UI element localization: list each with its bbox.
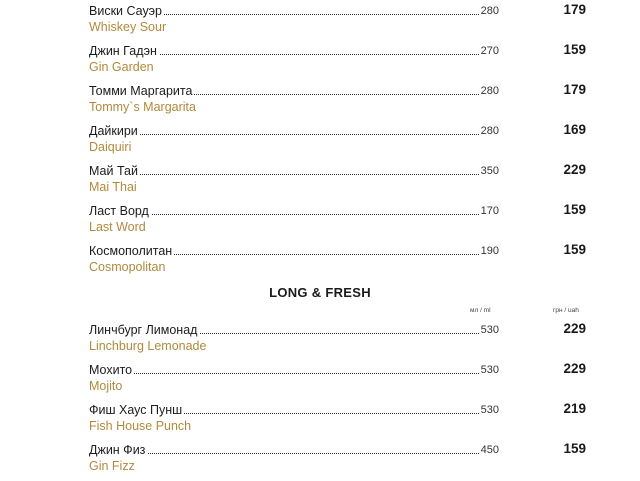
item-name-ru: Линчбург Лимонад bbox=[89, 323, 198, 337]
item-line bbox=[89, 2, 499, 18]
item-line bbox=[89, 162, 499, 178]
menu-item bbox=[89, 82, 589, 122]
item-volume: 280 bbox=[480, 5, 499, 17]
menu-item bbox=[89, 2, 589, 42]
item-price: 179 bbox=[563, 2, 586, 17]
dot-leader bbox=[89, 174, 499, 175]
item-volume: 530 bbox=[480, 364, 499, 376]
menu-item bbox=[89, 361, 589, 401]
menu-item bbox=[89, 401, 589, 441]
item-line bbox=[89, 361, 499, 377]
item-volume: 450 bbox=[480, 444, 499, 456]
dot-leader bbox=[89, 373, 499, 374]
volume-unit-label: мл / ml bbox=[470, 307, 491, 314]
item-price: 159 bbox=[563, 242, 586, 257]
item-volume: 190 bbox=[480, 245, 499, 257]
item-name-en: Fish House Punch bbox=[89, 419, 192, 433]
item-name-ru: Ласт Ворд bbox=[89, 204, 149, 218]
item-name-en: Tommy`s Margarita bbox=[89, 100, 196, 114]
item-name-en: Linchburg Lemonade bbox=[89, 339, 207, 353]
item-name-ru: Мохито bbox=[89, 363, 133, 377]
item-price: 229 bbox=[563, 321, 586, 336]
item-price: 159 bbox=[563, 441, 586, 456]
item-name-ru: Дайкири bbox=[89, 124, 138, 138]
item-price: 159 bbox=[563, 202, 586, 217]
item-line bbox=[89, 321, 499, 337]
item-name-en: Mojito bbox=[89, 379, 123, 393]
menu-item bbox=[89, 122, 589, 162]
item-volume: 530 bbox=[480, 324, 499, 336]
item-price: 229 bbox=[563, 361, 586, 376]
menu-item bbox=[89, 162, 589, 202]
item-name-ru: Виски Сауэр bbox=[89, 4, 162, 18]
item-name-en: Cosmopolitan bbox=[89, 260, 166, 274]
menu-item bbox=[89, 321, 589, 361]
item-volume: 530 bbox=[480, 404, 499, 416]
dot-leader bbox=[89, 453, 499, 454]
item-price: 179 bbox=[563, 82, 586, 97]
item-name-ru: Томми Маргарита bbox=[89, 84, 193, 98]
item-name-ru: Космополитан bbox=[89, 244, 173, 258]
item-price: 159 bbox=[563, 42, 586, 57]
item-line bbox=[89, 441, 499, 457]
item-line bbox=[89, 122, 499, 138]
item-name-ru: Фиш Хаус Пунш bbox=[89, 403, 183, 417]
menu-item bbox=[89, 242, 589, 282]
price-unit-label: грн / uah bbox=[553, 307, 579, 314]
item-volume: 280 bbox=[480, 125, 499, 137]
item-name-ru: Джин Гадэн bbox=[89, 44, 157, 58]
item-price: 219 bbox=[563, 401, 586, 416]
item-line bbox=[89, 82, 499, 98]
item-volume: 350 bbox=[480, 165, 499, 177]
item-price: 229 bbox=[563, 162, 586, 177]
section-title: LONG & FRESH bbox=[269, 285, 371, 300]
item-line bbox=[89, 42, 499, 58]
menu-item bbox=[89, 441, 589, 481]
item-name-en: Daiquiri bbox=[89, 140, 132, 154]
item-name-ru: Джин Физ bbox=[89, 443, 146, 457]
item-volume: 270 bbox=[480, 45, 499, 57]
item-name-en: Mai Thai bbox=[89, 180, 137, 194]
item-name-en: Gin Fizz bbox=[89, 459, 135, 473]
item-name-ru: Май Тай bbox=[89, 164, 138, 178]
item-name-en: Last Word bbox=[89, 220, 146, 234]
item-volume: 170 bbox=[480, 205, 499, 217]
item-price: 169 bbox=[563, 122, 586, 137]
dot-leader bbox=[89, 134, 499, 135]
menu-item bbox=[89, 42, 589, 82]
item-name-en: Gin Garden bbox=[89, 60, 154, 74]
item-name-en: Whiskey Sour bbox=[89, 20, 167, 34]
item-line bbox=[89, 242, 499, 258]
item-volume: 280 bbox=[480, 85, 499, 97]
item-line bbox=[89, 202, 499, 218]
menu-item bbox=[89, 202, 589, 242]
item-line bbox=[89, 401, 499, 417]
